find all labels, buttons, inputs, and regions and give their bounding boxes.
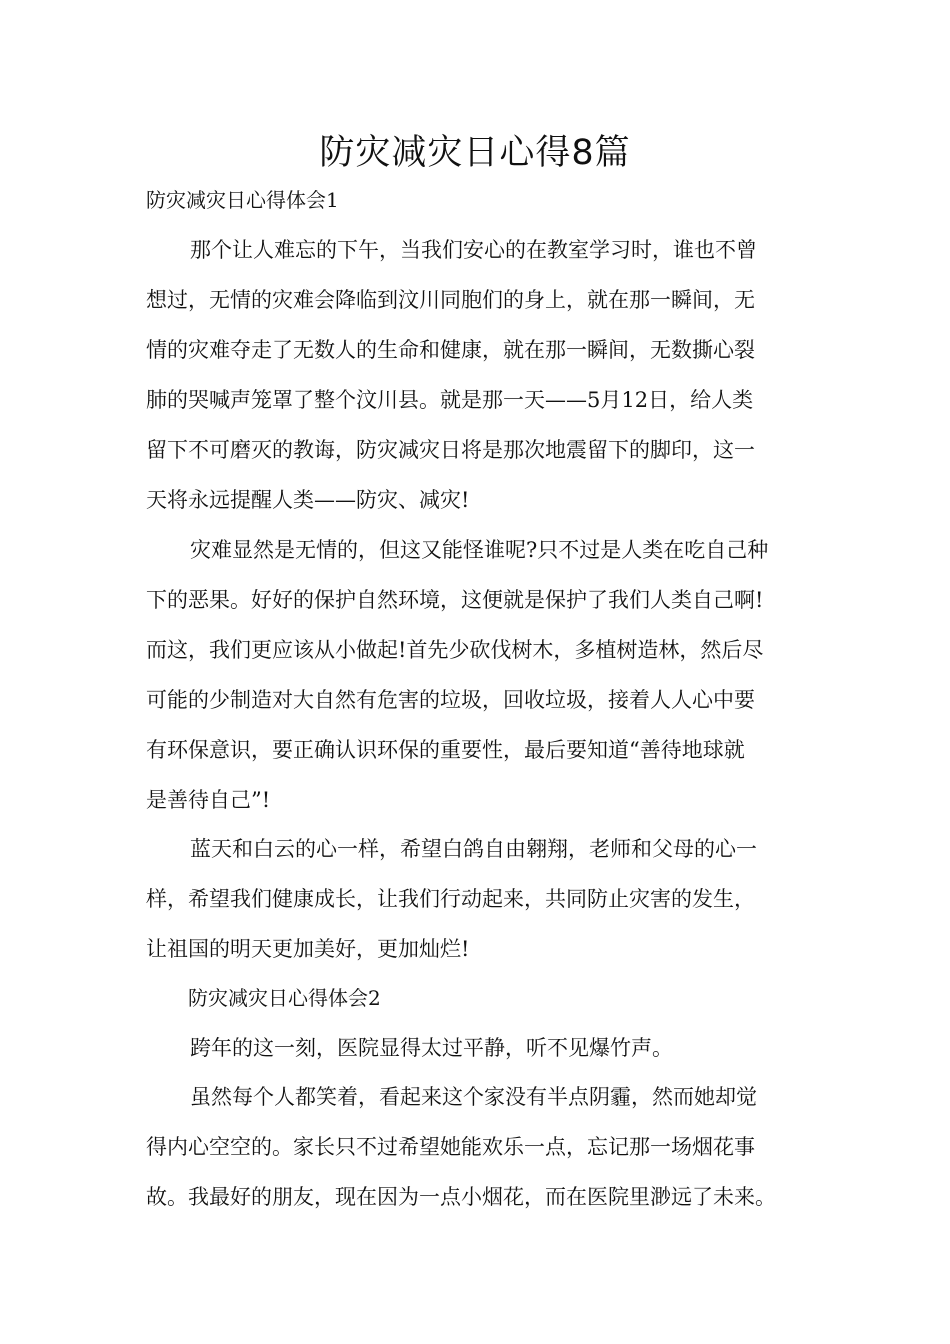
- paragraph-line: 故。我最好的朋友，现在因为一点小烟花，而在医院里渺远了未来。: [146, 1185, 776, 1209]
- paragraph-line: 让祖国的明天更加美好，更加灿烂!: [146, 937, 470, 961]
- paragraph-4: [146, 1023, 810, 1073]
- paragraph-1: [146, 225, 810, 525]
- paragraph-2: [146, 525, 810, 825]
- paragraph-line: 天将永远提醒人类——防灾、减灾!: [146, 488, 470, 512]
- paragraph-line: 得内心空空的。家长只不过希望她能欢乐一点，忘记那一场烟花事: [146, 1135, 755, 1159]
- paragraph-line: 肺的哭喊声笼罩了整个汶川县。就是那一天——5月12日，给人类: [146, 388, 754, 412]
- paragraph-3: [146, 824, 810, 974]
- section-heading-2: 防灾减灾日心得体会2: [188, 986, 381, 1010]
- document-title: 防灾减灾日心得8篇: [319, 133, 631, 173]
- paragraph-line: 情的灾难夺走了无数人的生命和健康，就在那一瞬间，无数撕心裂: [146, 338, 755, 362]
- paragraph-line: 灾难显然是无情的，但这又能怪谁呢?只不过是人类在吃自己种: [190, 538, 769, 562]
- paragraph-line: 样，希望我们健康成长，让我们行动起来，共同防止灾害的发生，: [146, 887, 755, 911]
- paragraph-line: 虽然每个人都笑着，看起来这个家没有半点阴霾，然而她却觉: [190, 1085, 757, 1109]
- paragraph-line: 而这，我们更应该从小做起!首先少砍伐树木，多植树造林，然后尽: [146, 638, 764, 662]
- paragraph-line: 蓝天和白云的心一样，希望白鸽自由翱翔，老师和父母的心一: [190, 837, 757, 861]
- paragraph-line: 跨年的这一刻，医院显得太过平静，听不见爆竹声。: [190, 1036, 673, 1060]
- paragraph-line: 下的恶果。好好的保护自然环境，这便就是保护了我们人类自己啊!: [146, 588, 764, 612]
- paragraph-line: 可能的少制造对大自然有危害的垃圾，回收垃圾，接着人人心中要: [146, 688, 755, 712]
- paragraph-line: 是善待自己”!: [146, 788, 271, 812]
- paragraph-line: 留下不可磨灭的教诲，防灾减灾日将是那次地震留下的脚印，这一: [146, 438, 755, 462]
- paragraph-5: [146, 1072, 810, 1222]
- paragraph-line: 有环保意识，要正确认识环保的重要性，最后要知道“善待地球就: [146, 738, 745, 762]
- paragraph-line: 想过，无情的灾难会降临到汶川同胞们的身上，就在那一瞬间，无: [146, 288, 755, 312]
- section-heading-1: 防灾减灾日心得体会1: [146, 188, 339, 212]
- paragraph-line: 那个让人难忘的下午，当我们安心的在教室学习时，谁也不曾: [190, 238, 757, 262]
